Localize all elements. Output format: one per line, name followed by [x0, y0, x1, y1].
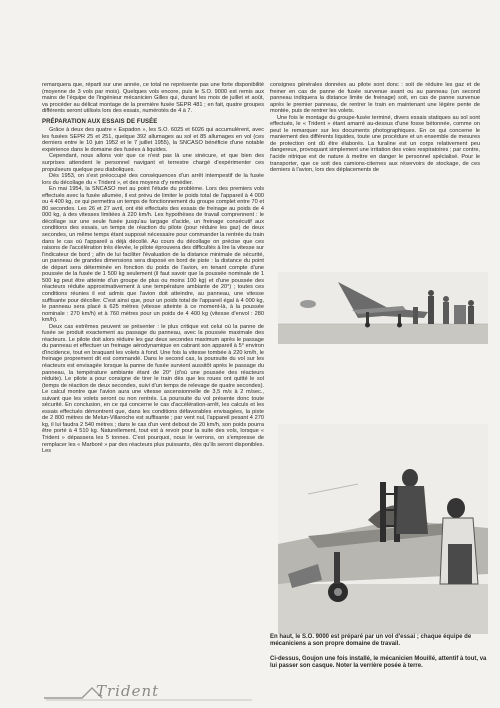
aircraft-photo-illustration	[278, 272, 488, 344]
cockpit-photo-illustration	[278, 424, 488, 634]
body-paragraph: Une fois le montage du groupe-fusée terminé, divers essais statiques au sol sont effectués, le « Trident » étant amarré au-dessus d'une fosse bétonnée, comme on peut le remarquer sur les documents photographiques. En ce qui concerne le maniement des différents liquides, toute une procédure et un ensemble de mesures de protection ont dû être élaborés. La furaline est un corps relativement peu dangereux, provoquant simplement une irritation des voies respiratoires ; par contre, l'acide nitrique est de nature à mettre en danger le personnel spécialisé. Pour le transporter, que ce soit des camions-citernes aux réservoirs de stockage, de ces derniers à l'avion, lors des déplacements de	[270, 114, 480, 174]
body-paragraph: Deux cas extrêmes peuvent se présenter : le plus critique est celui où la panne de fusée se produit exactement au passage du panneau, avec la poussée maximale des réacteurs. Le pilote doit alors réduire les gaz deux secondes maximum après le passage du panneau et effectuer un freinage aérodynamique en cabrant son appareil à 5° environ d'incidence, tout en braquant les volets à fond. Une fois la vitesse tombée à 220 km/h, le freinage proprement dit est commandé. Dans le second cas, la poursuite du vol sur les réacteurs est envisagée lorsque la panne de fusée survient aussitôt après le passage du panneau, la température ambiante étant de 20° (d'où une poussée des réacteurs réduite). Le pilote a pour consigne de tirer le train dès que les roues ont quitté le sol (temps de réaction de deux secondes, suivi d'un temps de relevage de quatre secondes). Le calcul montre que l'avion aura une vitesse ascensionnelle de 3,5 m/s à 2 m/sec., suivant que les volets seront ou non rentrés. La poursuite du vol présente donc toute sécurité. En conclusion, en ce qui concerne le cas d'accélération-arrêt, les calculs et les essais effectués démontrent que, dans les conditions défavorables envisagées, la piste de 2 800 mètres de Melun-Villaroche est suffisante ; par vent nul, l'appareil pesant 4 270 kg, il lui faudra 2 540 mètres ; dans le cas d'un vent debout de 20 km/h, son poids pourra être porté à 4 510 kg. Naturellement, tout est à revoir pour la suite des vols, lorsque « Trident » dépassera les 5 tonnes. C'est pourquoi, nous le verrons, on s'empresse de remplacer les « Marboré » par des réacteurs plus puissants, dès qu'ils seront disponibles. Les	[42, 323, 264, 455]
body-paragraph: En mai 1954, la SNCASO met au point l'étude du problème. Lors des premiers vols effectués avec la fusée allumée, il est prévu de limiter le poids total de l'appareil à 4 000 ou 4 400 kg, ce qui permettra un temps de fonctionnement du groupe complet entre 70 et 80 secondes. Les 26 et 27 avril, ont été effectués des essais de freinage au poids de 4 000 kg, à des vitesses limitées à 220 km/h. Les hypothèses de travail comprennent : le décollage sur une seule fusée jusqu'au largage d'acide, un freinage consécutif aux conditions des essais, un temps de réaction du pilote (pour réduire les gaz) de deux secondes, un même temps étant supposé nécessaire pour commander la rentrée du train dans le cas où l'appareil a déjà décollé. Au cours du décollage on précise que ces raisons de l'accélération très élevée, le pilote éprouvera des difficultés à lire la vitesse sur l'indicateur de bord ; afin de lui faciliter l'évaluation de la distance minimale de sécurité, un panneau de grandes dimensions sera disposé en bord de piste : la distance du point de départ sera déterminée en fonction du poids de l'avion, en tenant compte d'une poussée de la fusée de 1 500 kg seulement (il faut savoir que la poussée nominale de 1 500 kg peut être atteinte d'un groupe de plus ou moins 100 kg) et d'une poussée des réacteurs réduite approximativement à une température ambiante de 20°) ; toutes ces conditions réunies il est admis que l'avion doit atteindre, au panneau, une vitesse suffisante pour décoller. C'est ainsi que, pour un poids total de l'appareil égal à 4 000 kg, le panneau sera placé à 625 mètres (vitesse atteinte à ce moment-là, à la poussée nominale : 270 km/h) et à 760 mètres pour un poids de 4 400 kg (vitesse d'envol : 280 km/h).	[42, 186, 264, 324]
photo-caption-bottom: Ci-dessus, Goujon une fois installé, le mécanicien Mouillé, attentif à tout, va lui passer son casque. Noter la verrière posée à terre.	[270, 656, 487, 669]
right-text-column	[270, 82, 480, 174]
section-heading: PRÉPARATION AUX ESSAIS DE FUSÉE	[42, 118, 158, 125]
photo-pilot-cockpit	[278, 424, 488, 634]
footer-logo-text: Trident	[96, 682, 160, 700]
body-paragraph: consignes générales données au pilote sont donc : soit de réduire les gaz et de freiner en cas de panne de fusée survenue avant ou au panneau (un second panneau indiquera la distance limite de freinage) soit, en cas de panne survenue après le premier panneau, de rentrer le train en maintenant une légère pente de montée, puis de rentrer les volets.	[270, 82, 480, 115]
intro-paragraph: remarquera que, réparti sur une année, ce total ne représente pas une forte disponibilité (moyenne de 3 vols par mois). Quelques vols encore, puis le S.O. 9000 est remis aux mains de l'équipe de l'ingénieur mécanicien Gilles qui, durant les mois de juillet et août, va procéder au délicat montage de la première fusée SEPR 481 ; en fait, quatre groupes différents seront utilisés lors des essais, numérotés de 4 à 7.	[42, 82, 264, 115]
body-paragraph: Cependant, nous allons voir que ce n'est pas là une sinécure, et que bien des surprises attendent le personnel navigant et terrestre chargé d'expérimenter ces propulseurs quelque peu diaboliques.	[42, 153, 264, 173]
photo-caption-top: En haut, le S.O. 9000 est préparé par un vol d'essai ; chaque équipe de mécaniciens a son propre domaine de travail.	[270, 634, 472, 647]
body-paragraph: Dès 1953, on s'est préoccupé des conséquences d'un arrêt intempestif de la fusée lors du décollage du « Trident », et des moyens d'y remédier.	[42, 173, 264, 186]
body-paragraph: Grâce à deux des quatre « Espadon », les S.O. 6025 et 6026 qui accumulèrent, avec les fusées SEPR 25 et 251, quelque 392 allumages au sol et 85 allumages en vol (ces derniers entre le 10 juin 1952 et le 7 juillet 1955), la SNCASO bénéficie d'une notable expérience dans le domaine des fusées à liquides.	[42, 127, 264, 153]
left-text-column	[42, 82, 264, 455]
photo-aircraft-preparation	[278, 272, 488, 344]
